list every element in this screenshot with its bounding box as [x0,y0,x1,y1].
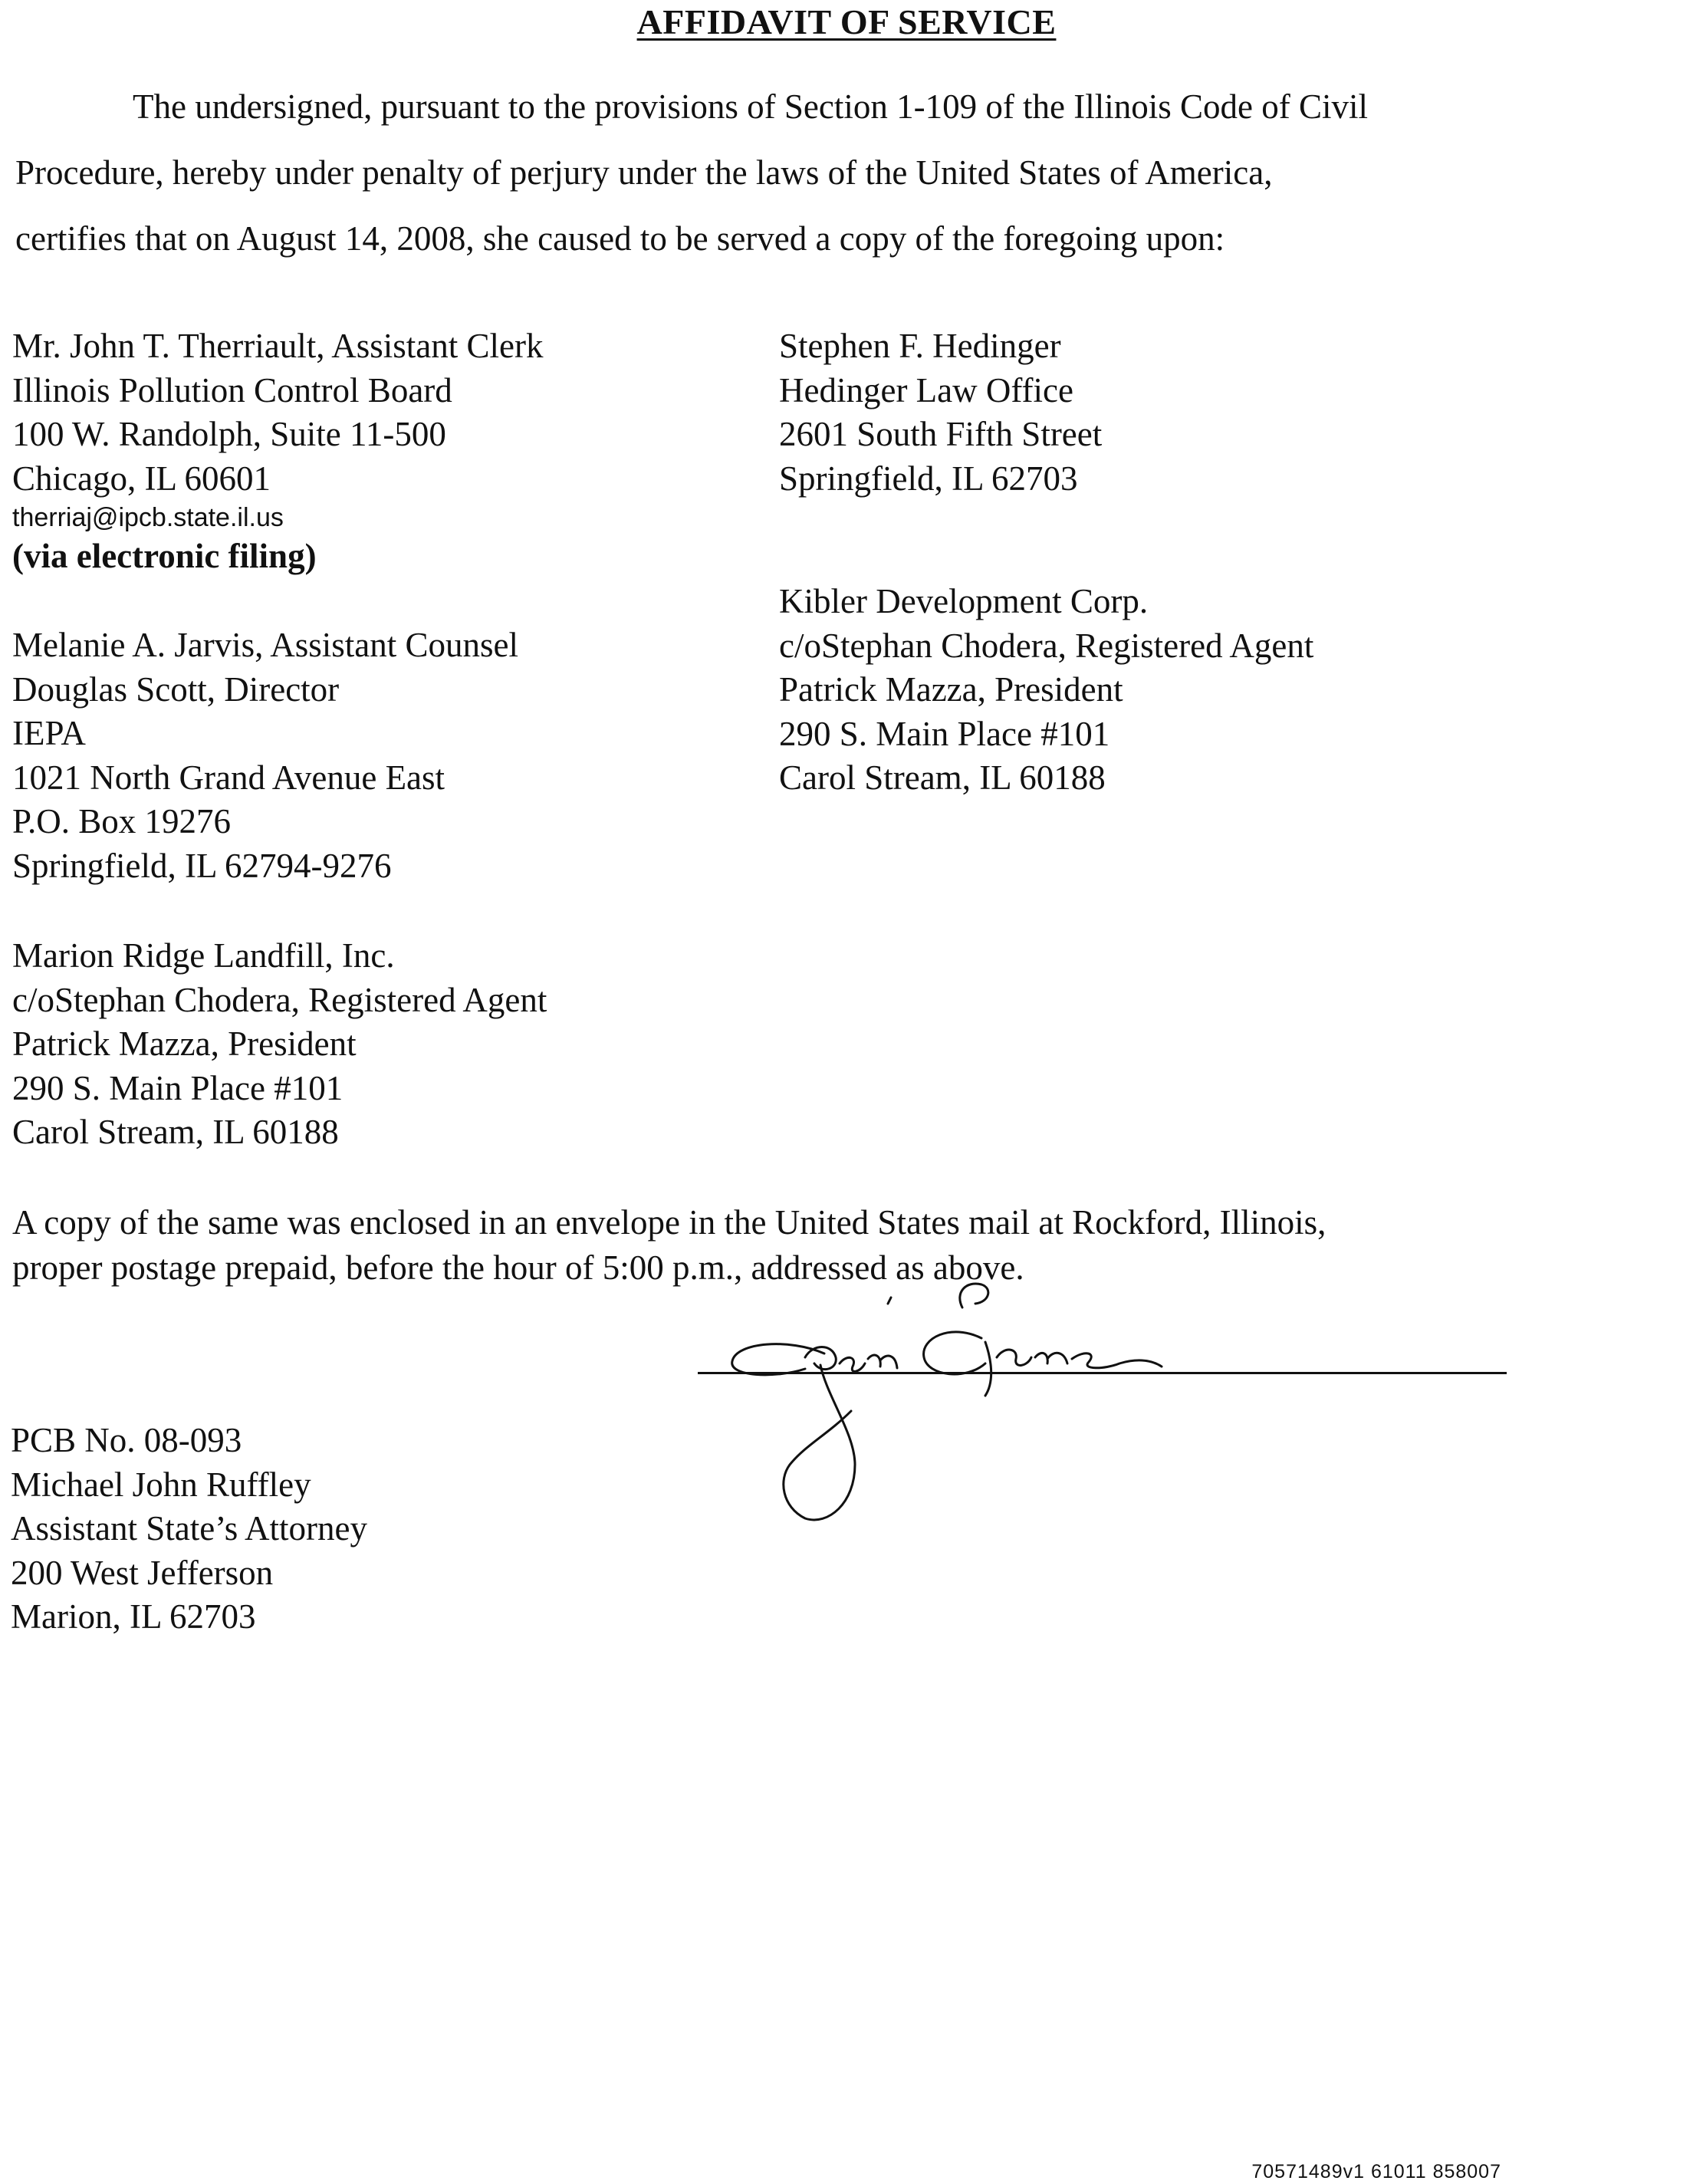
address-line: Carol Stream, IL 60188 [779,758,1106,797]
address-line: 290 S. Main Place #101 [779,714,1110,753]
address-line: 100 W. Randolph, Suite 11-500 [12,415,446,453]
recipient-hedinger [779,324,1102,501]
address-line: Douglas Scott, Director [12,669,340,709]
address-line: Marion Ridge Landfill, Inc. [12,936,395,975]
recipient-therriault [12,324,543,579]
intro-line: Procedure, hereby under penalty of perjury under the laws of the United States of America, [15,153,1273,192]
recipient-iepa [12,623,518,888]
mailing-line: A copy of the same was enclosed in an envelope in the United States mail at Rockford, Illinois, [12,1203,1326,1242]
mailing-line: proper postage prepaid, before the hour of 5:00 p.m., addressed as above. [12,1248,1024,1287]
address-line: 2601 South Fifth Street [779,415,1103,453]
signature-line [698,1372,1507,1374]
address-line: Chicago, IL 60601 [12,459,271,498]
address-line: Mr. John T. Therriault, Assistant Clerk [12,327,544,365]
address-line: Carol Stream, IL 60188 [12,1113,339,1151]
address-line: IEPA [12,714,86,752]
address-line: 200 West Jefferson [11,1553,274,1592]
address-line: Stephen F. Hedinger [779,327,1061,365]
address-line: Assistant State’s Attorney [11,1509,367,1548]
address-line: Kibler Development Corp. [779,582,1149,620]
address-line: Marion, IL 62703 [11,1597,256,1636]
address-line: c/oStephan Chodera, Registered Agent [779,626,1314,665]
address-line: Melanie A. Jarvis, Assistant Counsel [12,626,518,664]
recipient-kibler [779,580,1313,801]
recipient-marion-ridge [12,934,547,1155]
document-title: AFFIDAVIT OF SERVICE [636,2,1057,41]
email-address: therriaj@ipcb.state.il.us [12,503,284,532]
address-line: Michael John Ruffley [11,1465,311,1504]
address-line: Hedinger Law Office [779,370,1073,410]
address-line: PCB No. 08-093 [11,1421,242,1459]
document-id: 70571489v1 61011 858007 [1251,2161,1501,2182]
address-line: Springfield, IL 62703 [779,459,1078,498]
address-line: c/oStephan Chodera, Registered Agent [12,980,547,1019]
pcb-block [11,1419,367,1640]
signature-icon [690,1273,1288,1549]
address-line: 290 S. Main Place #101 [12,1068,344,1107]
filing-note: (via electronic filing) [12,537,317,575]
address-line: 1021 North Grand Avenue East [12,758,445,797]
intro-line: The undersigned, pursuant to the provisions of Section 1-109 of the Illinois Code of Civil [133,87,1369,126]
address-line: Patrick Mazza, President [12,1025,357,1063]
address-line: Patrick Mazza, President [779,670,1123,709]
address-line: Springfield, IL 62794-9276 [12,846,392,885]
intro-line: certifies that on August 14, 2008, she caused to be served a copy of the foregoing upon: [15,219,1225,258]
address-line: Illinois Pollution Control Board [12,370,452,410]
address-line: P.O. Box 19276 [12,802,232,840]
intro-paragraph [15,84,1368,261]
